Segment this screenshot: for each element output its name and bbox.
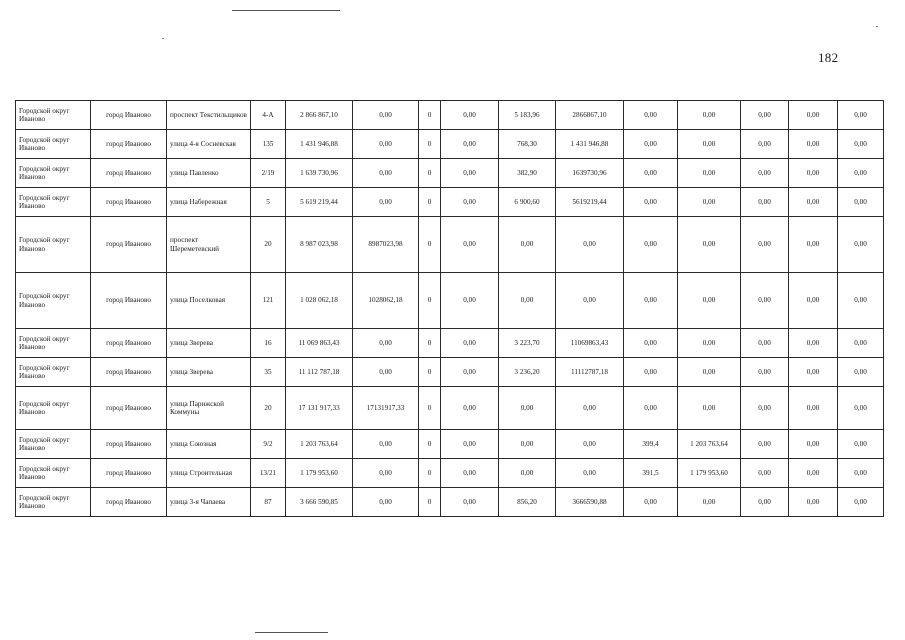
cell-value-8: 0,00: [678, 217, 741, 273]
cell-value-9: 0,00: [741, 430, 789, 459]
cell-value-8: 0,00: [678, 329, 741, 358]
cell-street: улица Набережная: [167, 188, 251, 217]
cell-value-10: 0,00: [789, 130, 838, 159]
cell-value-11: 0,00: [838, 387, 884, 430]
cell-value-6: 1 431 946,88: [556, 130, 624, 159]
table-row: [16, 358, 884, 387]
table-row: [16, 387, 884, 430]
cell-value-8: 0,00: [678, 159, 741, 188]
cell-value-9: 0,00: [741, 159, 789, 188]
cell-value-2: 0,00: [353, 488, 419, 517]
cell-value-4: 0,00: [441, 387, 499, 430]
cell-house: 2/19: [251, 159, 286, 188]
cell-city: город Иваново: [91, 358, 167, 387]
cell-value-7: 391,5: [624, 459, 678, 488]
cell-value-7: 0,00: [624, 358, 678, 387]
cell-value-10: 0,00: [789, 459, 838, 488]
cell-value-2: 0,00: [353, 159, 419, 188]
cell-street: улица Союзная: [167, 430, 251, 459]
cell-value-11: 0,00: [838, 430, 884, 459]
cell-value-11: 0,00: [838, 130, 884, 159]
cell-value-2: 1028062,18: [353, 273, 419, 329]
cell-value-11: 0,00: [838, 188, 884, 217]
cell-district: Городской округ Иваново: [16, 273, 91, 329]
cell-house: 9/2: [251, 430, 286, 459]
cell-value-7: 0,00: [624, 387, 678, 430]
cell-value-5: 0,00: [499, 273, 556, 329]
cell-value-9: 0,00: [741, 101, 789, 130]
cell-value-5: 0,00: [499, 387, 556, 430]
cell-value-8: 0,00: [678, 101, 741, 130]
cell-street: улица Поселковая: [167, 273, 251, 329]
cell-district: Городской округ Иваново: [16, 358, 91, 387]
cell-value-10: 0,00: [789, 387, 838, 430]
cell-value-2: 0,00: [353, 459, 419, 488]
table-row: [16, 217, 884, 273]
cell-value-1: 8 987 023,98: [286, 217, 353, 273]
cell-value-6: 2866867,10: [556, 101, 624, 130]
cell-value-5: 0,00: [499, 217, 556, 273]
cell-value-6: 11069863,43: [556, 329, 624, 358]
cell-value-1: 1 639 730,96: [286, 159, 353, 188]
cell-value-7: 0,00: [624, 159, 678, 188]
cell-district: Городской округ Иваново: [16, 217, 91, 273]
cell-value-7: 0,00: [624, 188, 678, 217]
cell-value-1: 11 069 863,43: [286, 329, 353, 358]
cell-value-3: 0: [419, 387, 441, 430]
cell-house: 20: [251, 387, 286, 430]
cell-value-3: 0: [419, 101, 441, 130]
cell-value-5: 3 223,70: [499, 329, 556, 358]
cell-value-6: 0,00: [556, 217, 624, 273]
cell-city: город Иваново: [91, 273, 167, 329]
cell-value-6: 0,00: [556, 459, 624, 488]
cell-value-9: 0,00: [741, 188, 789, 217]
page-number: 182: [818, 50, 839, 65]
table-row: [16, 159, 884, 188]
cell-city: город Иваново: [91, 217, 167, 273]
cell-house: 4-А: [251, 101, 286, 130]
cell-value-1: 2 866 867,10: [286, 101, 353, 130]
cell-district: Городской округ Иваново: [16, 459, 91, 488]
cell-house: 13/21: [251, 459, 286, 488]
cell-value-5: 856,20: [499, 488, 556, 517]
cell-value-9: 0,00: [741, 488, 789, 517]
cell-value-9: 0,00: [741, 358, 789, 387]
cell-house: 121: [251, 273, 286, 329]
cell-value-10: 0,00: [789, 101, 838, 130]
cell-value-6: 0,00: [556, 273, 624, 329]
cell-value-6: 11112787,18: [556, 358, 624, 387]
cell-value-4: 0,00: [441, 273, 499, 329]
cell-city: город Иваново: [91, 130, 167, 159]
cell-value-2: 0,00: [353, 188, 419, 217]
cell-value-11: 0,00: [838, 273, 884, 329]
cell-street: улица 3-я Чапаева: [167, 488, 251, 517]
table-row: [16, 430, 884, 459]
cell-value-2: 0,00: [353, 358, 419, 387]
cell-city: город Иваново: [91, 387, 167, 430]
scan-artifact-line-top: [232, 10, 340, 11]
table-row: [16, 273, 884, 329]
cell-city: город Иваново: [91, 159, 167, 188]
cell-value-9: 0,00: [741, 273, 789, 329]
cell-value-11: 0,00: [838, 358, 884, 387]
cell-city: город Иваново: [91, 188, 167, 217]
cell-value-9: 0,00: [741, 217, 789, 273]
cell-value-5: 6 900,60: [499, 188, 556, 217]
cell-value-8: 0,00: [678, 188, 741, 217]
cell-street: проспект Текстильщиков: [167, 101, 251, 130]
table-row: [16, 459, 884, 488]
cell-value-4: 0,00: [441, 488, 499, 517]
cell-district: Городской округ Иваново: [16, 188, 91, 217]
cell-district: Городской округ Иваново: [16, 130, 91, 159]
cell-value-3: 0: [419, 273, 441, 329]
scan-artifact-line-bottom: [255, 632, 328, 633]
table-row: [16, 329, 884, 358]
cell-value-11: 0,00: [838, 329, 884, 358]
cell-city: город Иваново: [91, 430, 167, 459]
cell-value-1: 1 179 953,60: [286, 459, 353, 488]
cell-value-4: 0,00: [441, 101, 499, 130]
cell-value-8: 0,00: [678, 387, 741, 430]
cell-house: 16: [251, 329, 286, 358]
cell-value-4: 0,00: [441, 159, 499, 188]
cell-value-3: 0: [419, 459, 441, 488]
cell-value-11: 0,00: [838, 159, 884, 188]
cell-value-4: 0,00: [441, 217, 499, 273]
cell-city: город Иваново: [91, 329, 167, 358]
cell-house: 20: [251, 217, 286, 273]
address-program-table: [15, 100, 884, 517]
cell-value-10: 0,00: [789, 329, 838, 358]
cell-value-1: 1 028 062,18: [286, 273, 353, 329]
cell-street: улица Павленко: [167, 159, 251, 188]
cell-value-1: 11 112 787,18: [286, 358, 353, 387]
cell-city: город Иваново: [91, 459, 167, 488]
cell-value-7: 0,00: [624, 130, 678, 159]
cell-value-7: 0,00: [624, 101, 678, 130]
cell-value-1: 17 131 917,33: [286, 387, 353, 430]
cell-value-10: 0,00: [789, 188, 838, 217]
cell-district: Городской округ Иваново: [16, 430, 91, 459]
cell-value-2: 0,00: [353, 101, 419, 130]
cell-district: Городской округ Иваново: [16, 387, 91, 430]
cell-value-8: 0,00: [678, 130, 741, 159]
cell-value-2: 0,00: [353, 130, 419, 159]
cell-value-11: 0,00: [838, 217, 884, 273]
cell-value-1: 1 431 946,88: [286, 130, 353, 159]
cell-house: 5: [251, 188, 286, 217]
cell-value-6: 0,00: [556, 387, 624, 430]
cell-value-6: 1639730,96: [556, 159, 624, 188]
table-row: [16, 188, 884, 217]
table-row: [16, 101, 884, 130]
cell-value-6: 3666590,88: [556, 488, 624, 517]
cell-value-2: 8987023,98: [353, 217, 419, 273]
cell-value-2: 17131917,33: [353, 387, 419, 430]
cell-value-10: 0,00: [789, 217, 838, 273]
table-row: [16, 130, 884, 159]
cell-value-11: 0,00: [838, 488, 884, 517]
cell-value-4: 0,00: [441, 358, 499, 387]
cell-value-5: 5 183,96: [499, 101, 556, 130]
cell-house: 87: [251, 488, 286, 517]
cell-value-4: 0,00: [441, 130, 499, 159]
cell-value-9: 0,00: [741, 387, 789, 430]
cell-value-3: 0: [419, 188, 441, 217]
cell-value-2: 0,00: [353, 430, 419, 459]
scan-speck: [162, 38, 164, 39]
cell-value-9: 0,00: [741, 329, 789, 358]
cell-value-8: 0,00: [678, 358, 741, 387]
cell-value-4: 0,00: [441, 329, 499, 358]
cell-value-7: 0,00: [624, 329, 678, 358]
cell-value-2: 0,00: [353, 329, 419, 358]
cell-value-9: 0,00: [741, 459, 789, 488]
cell-value-4: 0,00: [441, 430, 499, 459]
cell-house: 35: [251, 358, 286, 387]
cell-street: проспект Шереметевский: [167, 217, 251, 273]
cell-value-8: 0,00: [678, 273, 741, 329]
cell-street: улица Строительная: [167, 459, 251, 488]
cell-value-10: 0,00: [789, 159, 838, 188]
cell-value-3: 0: [419, 217, 441, 273]
cell-value-8: 1 179 953,60: [678, 459, 741, 488]
cell-value-8: 0,00: [678, 488, 741, 517]
cell-district: Городской округ Иваново: [16, 101, 91, 130]
cell-value-1: 3 666 590,85: [286, 488, 353, 517]
cell-value-5: 0,00: [499, 459, 556, 488]
cell-value-3: 0: [419, 488, 441, 517]
cell-value-8: 1 203 763,64: [678, 430, 741, 459]
cell-street: улица Зверева: [167, 358, 251, 387]
cell-value-10: 0,00: [789, 358, 838, 387]
cell-value-5: 768,30: [499, 130, 556, 159]
cell-value-7: 399,4: [624, 430, 678, 459]
cell-street: улица Зверева: [167, 329, 251, 358]
cell-value-1: 5 619 219,44: [286, 188, 353, 217]
cell-value-10: 0,00: [789, 430, 838, 459]
cell-value-3: 0: [419, 430, 441, 459]
cell-value-3: 0: [419, 358, 441, 387]
cell-street: улица 4-я Сосневская: [167, 130, 251, 159]
cell-value-5: 0,00: [499, 430, 556, 459]
cell-value-3: 0: [419, 159, 441, 188]
table-row: [16, 488, 884, 517]
cell-value-6: 0,00: [556, 430, 624, 459]
cell-value-5: 382,90: [499, 159, 556, 188]
cell-house: 135: [251, 130, 286, 159]
cell-value-7: 0,00: [624, 273, 678, 329]
cell-value-7: 0,00: [624, 217, 678, 273]
cell-street: улица Парижской Коммуны: [167, 387, 251, 430]
cell-value-3: 0: [419, 329, 441, 358]
cell-value-4: 0,00: [441, 459, 499, 488]
cell-district: Городской округ Иваново: [16, 329, 91, 358]
cell-city: город Иваново: [91, 101, 167, 130]
cell-value-4: 0,00: [441, 188, 499, 217]
cell-value-6: 5619219,44: [556, 188, 624, 217]
cell-value-1: 1 203 763,64: [286, 430, 353, 459]
scan-speck: [876, 26, 878, 27]
cell-value-9: 0,00: [741, 130, 789, 159]
cell-value-5: 3 236,20: [499, 358, 556, 387]
cell-district: Городской округ Иваново: [16, 488, 91, 517]
cell-district: Городской округ Иваново: [16, 159, 91, 188]
cell-value-3: 0: [419, 130, 441, 159]
cell-value-11: 0,00: [838, 101, 884, 130]
cell-value-11: 0,00: [838, 459, 884, 488]
cell-value-10: 0,00: [789, 273, 838, 329]
cell-value-7: 0,00: [624, 488, 678, 517]
cell-city: город Иваново: [91, 488, 167, 517]
cell-value-10: 0,00: [789, 488, 838, 517]
